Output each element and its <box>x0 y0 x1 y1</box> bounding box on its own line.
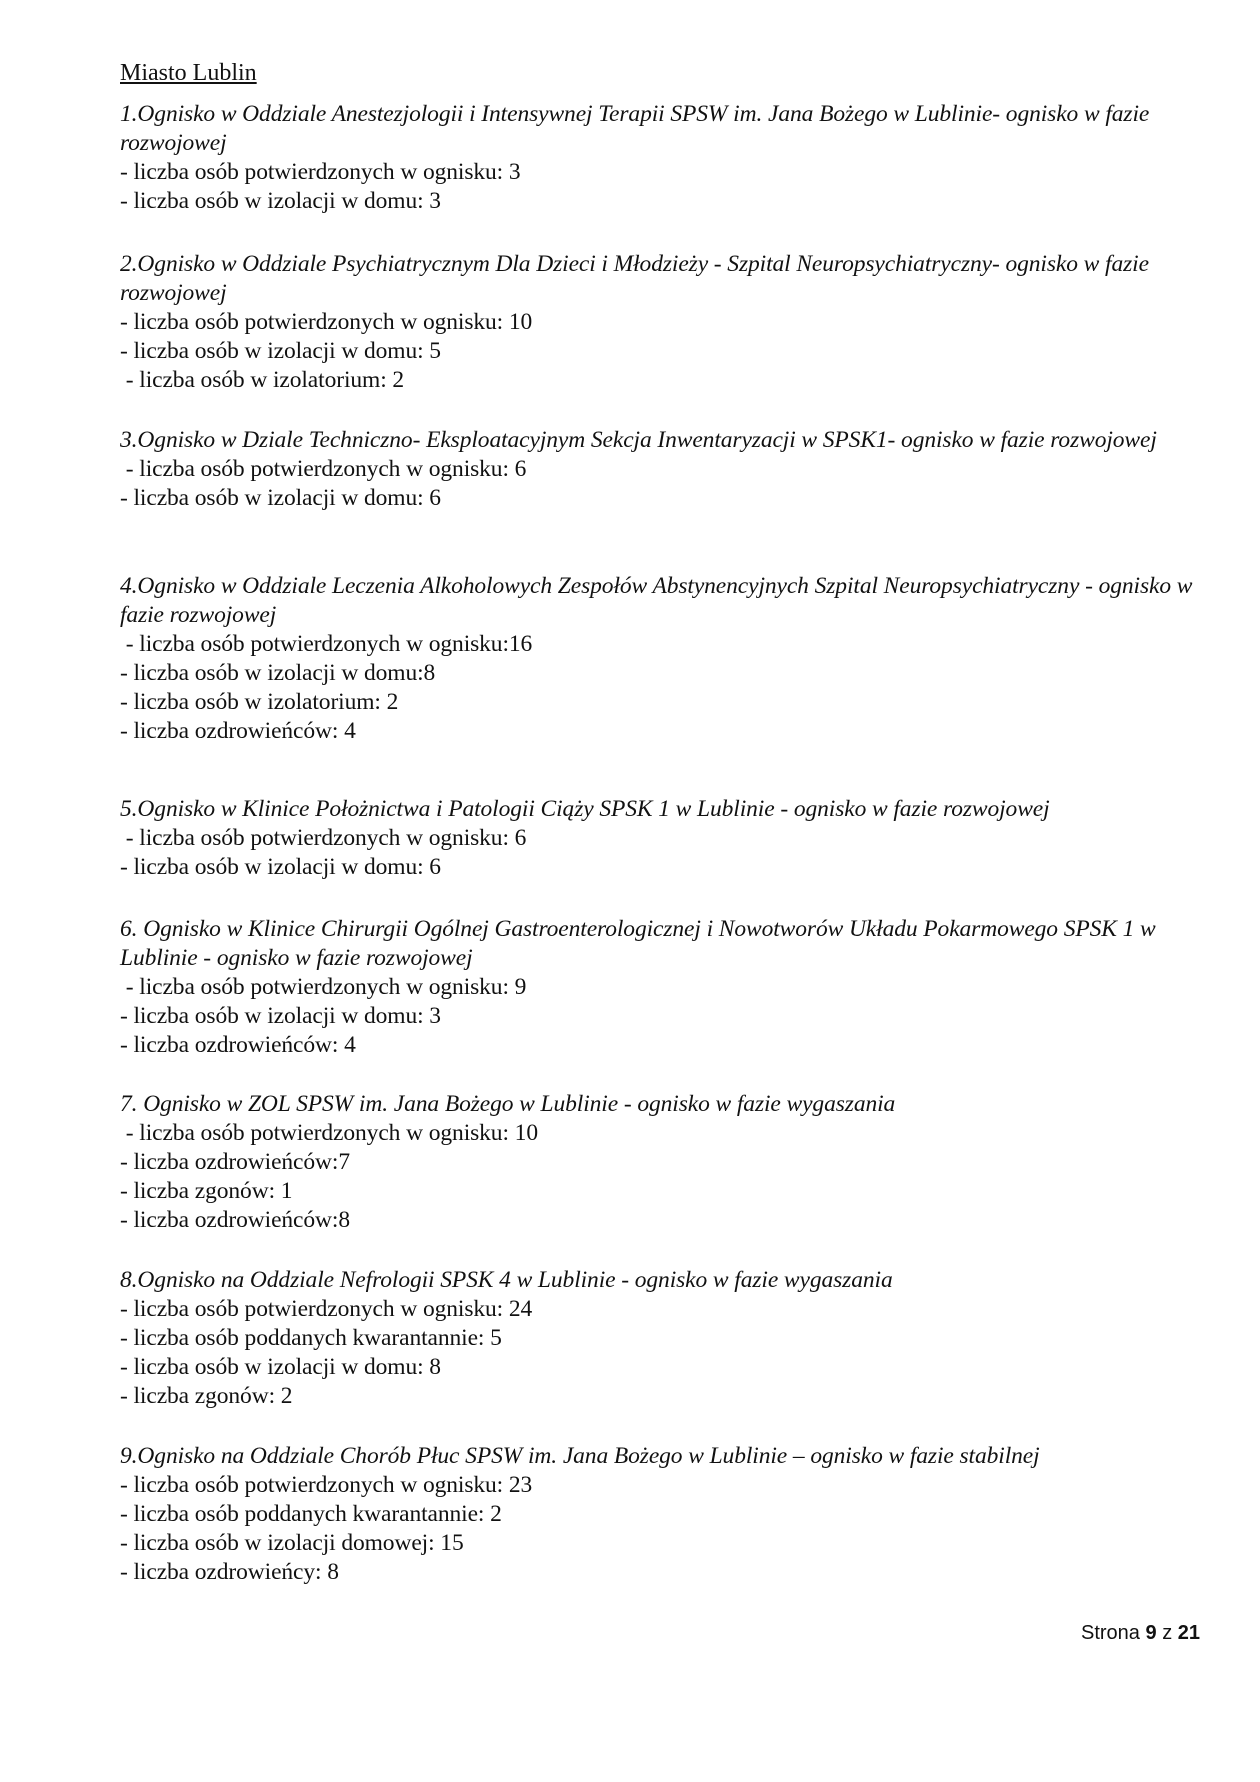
page-heading: Miasto Lublin <box>120 60 257 86</box>
outbreak-section-6 <box>120 915 1210 1060</box>
outbreak-section-3 <box>120 426 1210 513</box>
section-line: - liczba osób potwierdzonych w ognisku: 3 <box>120 159 521 185</box>
section-line: - liczba osób potwierdzonych w ognisku: 23 <box>120 1472 533 1498</box>
section-line: - liczba zgonów: 1 <box>120 1178 293 1204</box>
section-line: - liczba osób w izolatorium: 2 <box>120 367 405 393</box>
section-title: 8.Ognisko na Oddziale Nefrologii SPSK 4 w Lublinie - ognisko w fazie wygaszania <box>120 1267 893 1293</box>
section-title: 5.Ognisko w Klinice Położnictwa i Patologii Ciąży SPSK 1 w Lublinie - ognisko w fazie rozwojowej <box>120 796 1050 822</box>
section-line: - liczba ozdrowieńców: 4 <box>120 1032 356 1058</box>
section-title: 7. Ognisko w ZOL SPSW im. Jana Bożego w Lublinie - ognisko w fazie wygaszania <box>120 1091 896 1117</box>
page-separator: z <box>1162 1622 1173 1644</box>
outbreak-section-8 <box>120 1266 1210 1411</box>
section-line: - liczba osób w izolacji w domu: 6 <box>120 485 441 511</box>
section-line: - liczba osób w izolacji w domu: 5 <box>120 338 441 364</box>
section-line: - liczba osób w izolacji w domu: 8 <box>120 1354 441 1380</box>
total-pages: 21 <box>1177 1622 1200 1644</box>
section-line: - liczba osób w izolacji w domu: 3 <box>120 188 441 214</box>
section-line: - liczba zgonów: 2 <box>120 1383 293 1409</box>
section-line: - liczba osób potwierdzonych w ognisku: 9 <box>120 974 527 1000</box>
section-title: 2.Ognisko w Oddziale Psychiatrycznym Dla Dzieci i Młodzieży - Szpital Neuropsychiatryczny- ognisko w fazie rozwojowej <box>120 251 1149 306</box>
section-title: 3.Ognisko w Dziale Techniczno- Eksploatacyjnym Sekcja Inwentaryzacji w SPSK1- ognisko w fazie rozwojowej <box>120 427 1157 453</box>
section-line: - liczba osób potwierdzonych w ognisku: 10 <box>120 309 533 335</box>
outbreak-section-5 <box>120 795 1210 882</box>
section-line: - liczba ozdrowieńców:8 <box>120 1207 350 1233</box>
outbreak-section-1 <box>120 100 1210 216</box>
outbreak-section-9 <box>120 1442 1210 1587</box>
section-line: - liczba osób potwierdzonych w ognisku: 10 <box>120 1120 538 1146</box>
section-title: 1.Ognisko w Oddziale Anestezjologii i Intensywnej Terapii SPSW im. Jana Bożego w Lublinie- ognisko w fazie rozwojowej <box>120 101 1150 156</box>
section-title: 4.Ognisko w Oddziale Leczenia Alkoholowych Zespołów Abstynencyjnych Szpital Neuropsychiatryczny - ognisko w fazie rozwojowej <box>120 573 1193 628</box>
current-page: 9 <box>1145 1622 1157 1644</box>
section-line: - liczba osób poddanych kwarantannie: 5 <box>120 1325 502 1351</box>
section-line: - liczba osób w izolacji w domu: 3 <box>120 1003 441 1029</box>
page-label: Strona <box>1081 1622 1140 1644</box>
section-line: - liczba osób poddanych kwarantannie: 2 <box>120 1501 502 1527</box>
section-line: - liczba osób w izolatorium: 2 <box>120 689 399 715</box>
section-title: 9.Ognisko na Oddziale Chorób Płuc SPSW im. Jana Bożego w Lublinie – ognisko w fazie stabilnej <box>120 1443 1040 1469</box>
page-number <box>1081 1620 1200 1646</box>
section-line: - liczba ozdrowieńcy: 8 <box>120 1559 339 1585</box>
outbreak-section-2 <box>120 250 1210 395</box>
section-line: - liczba osób w izolacji domowej: 15 <box>120 1530 464 1556</box>
section-line: - liczba osób w izolacji w domu: 6 <box>120 854 441 880</box>
section-line: - liczba ozdrowieńców:7 <box>120 1149 350 1175</box>
section-line: - liczba ozdrowieńców: 4 <box>120 718 356 744</box>
section-line: - liczba osób potwierdzonych w ognisku: 6 <box>120 825 527 851</box>
outbreak-section-7 <box>120 1090 1210 1235</box>
section-line: - liczba osób potwierdzonych w ognisku: 24 <box>120 1296 533 1322</box>
section-line: - liczba osób potwierdzonych w ognisku: 6 <box>120 456 527 482</box>
outbreak-section-4 <box>120 572 1210 746</box>
section-line: - liczba osób potwierdzonych w ognisku:16 <box>120 631 533 657</box>
section-line: - liczba osób w izolacji w domu:8 <box>120 660 436 686</box>
section-title: 6. Ognisko w Klinice Chirurgii Ogólnej Gastroenterologicznej i Nowotworów Układu Pokarmowego SPSK 1 w Lublinie - ognisko w fazie rozwojowej <box>120 916 1156 971</box>
